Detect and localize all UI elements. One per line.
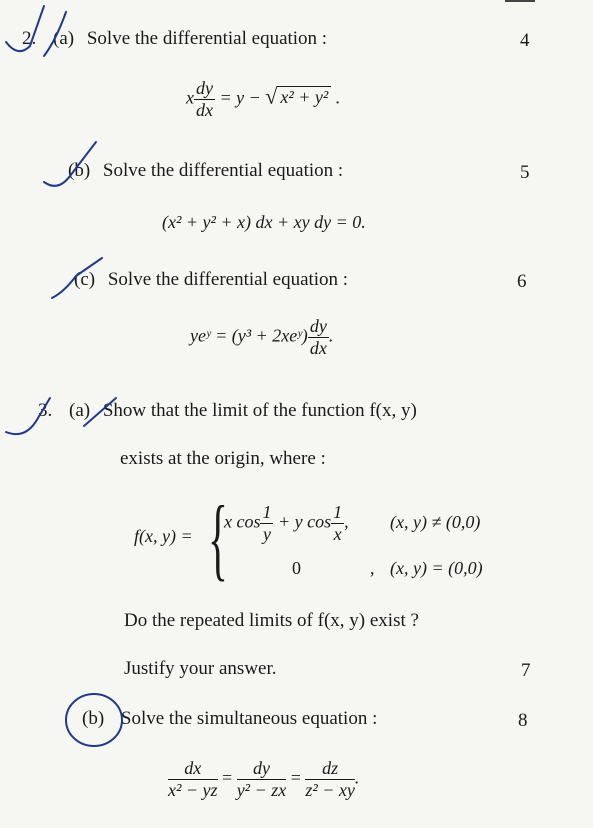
q3a-label: (a) xyxy=(69,400,91,421)
q3b-header xyxy=(82,708,377,730)
fraction xyxy=(168,758,218,800)
case-term: , xyxy=(344,511,349,532)
q2b-header xyxy=(68,160,343,182)
q2a-text: Solve the differential equation : xyxy=(86,28,328,49)
case-term: + y cos xyxy=(273,511,332,532)
q2-header xyxy=(22,28,327,50)
eq-term: . xyxy=(331,87,341,108)
q2a-label: (a) xyxy=(53,28,75,49)
q2a-equation xyxy=(186,78,340,120)
q2b-marks: 5 xyxy=(520,162,530,183)
equals-sign: = xyxy=(290,767,301,788)
fraction-denominator: z² − xy xyxy=(305,779,355,800)
q2b-equation: (x² + y² + x) dx + xy dy = 0. xyxy=(162,212,366,232)
q3a-text-line3: Do the repeated limits of f(x, y) exist ? xyxy=(124,610,419,631)
fraction-numerator: dy xyxy=(309,316,327,336)
sqrt-symbol: √ xyxy=(265,83,278,109)
eq-term: x xyxy=(186,87,194,108)
eq-term: . xyxy=(354,767,360,788)
piecewise-function xyxy=(134,487,514,589)
fraction xyxy=(305,758,355,800)
fraction xyxy=(194,78,215,120)
case-1 xyxy=(224,502,349,544)
brace: { xyxy=(208,487,228,589)
fraction-numerator: dy xyxy=(237,758,287,780)
q2c-text: Solve the differential equation : xyxy=(107,269,349,290)
q2c-marks: 6 xyxy=(517,271,527,292)
fraction-denominator: y² − zx xyxy=(236,779,287,800)
q2-number: 2. xyxy=(22,28,37,49)
q2c-label: (c) xyxy=(74,269,96,290)
q2b-label: (b) xyxy=(68,160,91,181)
q3a-text-line1: Show that the limit of the function f(x, y) xyxy=(102,400,417,421)
page-edge-mark xyxy=(505,0,535,8)
q3b-equation xyxy=(168,758,359,800)
fraction-denominator: y xyxy=(262,523,271,544)
sqrt-argument: x² + y² xyxy=(277,86,331,107)
q3b-text: Solve the simultaneous equation : xyxy=(120,708,378,729)
case-term: x cos xyxy=(224,511,261,532)
case-1-condition: (x, y) ≠ (0,0) xyxy=(390,512,481,532)
fraction-denominator: x xyxy=(333,523,342,544)
q3a-text-line4: Justify your answer. xyxy=(124,658,277,679)
case-2-condition: (x, y) = (0,0) xyxy=(390,558,483,578)
fraction-denominator: dx xyxy=(309,337,327,358)
q3-number: 3. xyxy=(38,400,53,421)
fraction xyxy=(260,502,273,544)
q3b-marks: 8 xyxy=(518,710,528,731)
fraction-numerator: 1 xyxy=(262,502,272,522)
fraction-numerator: 1 xyxy=(333,502,343,522)
fraction-numerator: dx xyxy=(168,758,218,780)
q2c-equation xyxy=(190,316,333,358)
fraction-denominator: dx xyxy=(196,99,213,120)
fraction xyxy=(237,758,287,800)
fraction-denominator: x² − yz xyxy=(168,779,218,800)
q2c-header xyxy=(74,269,348,291)
fraction xyxy=(308,316,329,358)
equals-sign: = xyxy=(222,767,233,788)
q2b-text: Solve the differential equation : xyxy=(102,160,344,181)
eq-term: yeʸ = (y³ + 2xeʸ) xyxy=(190,325,308,346)
fraction-numerator: dy xyxy=(196,78,213,98)
fraction xyxy=(331,502,344,544)
case-2-value: 0 xyxy=(292,558,301,578)
case-2-separator: , xyxy=(370,558,375,578)
q3a-marks: 7 xyxy=(521,660,531,681)
function-lhs: f(x, y) = xyxy=(134,526,193,546)
eq-term: . xyxy=(328,325,334,346)
fraction-numerator: dz xyxy=(305,758,355,780)
q3a-text-line2: exists at the origin, where : xyxy=(120,448,326,469)
q3a-header xyxy=(38,400,417,422)
q2a-marks: 4 xyxy=(520,30,530,51)
eq-term: = y − xyxy=(219,87,266,108)
q3b-label: (b) xyxy=(82,708,105,729)
